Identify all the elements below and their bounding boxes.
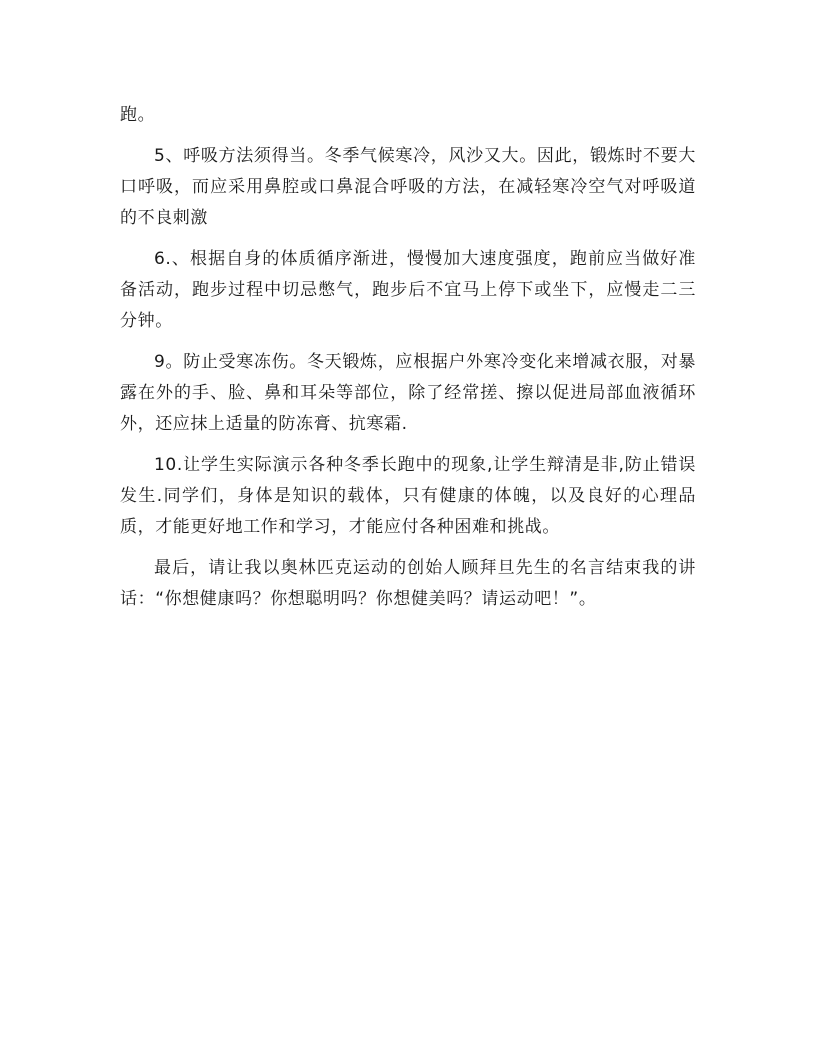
paragraph-item-9-frostbite: 9。防止受寒冻伤。冬天锻炼，应根据户外寒冷变化来增减衣服，对暴露在外的手、脸、鼻和耳朵等部位，除了经常搓、擦以促进局部血液循环外，还应抹上适量的防冻膏、抗寒霜. [120, 352, 696, 434]
paragraph-item-6-gradual: 6.、根据自身的体质循序渐进，慢慢加大速度强度，跑前应当做好准备活动，跑步过程中切忌憋气，跑步后不宜马上停下或坐下，应慢走二三分钟。 [120, 249, 696, 331]
paragraph-closing-quote: 最后，请让我以奥林匹克运动的创始人顾拜旦先生的名言结束我的讲话：“你想健康吗？你想聪明吗？你想健美吗？请运动吧！”。 [120, 558, 696, 609]
paragraph-continuation: 跑。 [120, 105, 156, 125]
paragraph-item-10-demonstration: 10.让学生实际演示各种冬季长跑中的现象,让学生辩清是非,防止错误发生.同学们，身体是知识的载体，只有健康的体魄，以及良好的心理品质，才能更好地工作和学习，才能应付各种困难和挑战。 [120, 455, 696, 537]
document-body [120, 100, 696, 625]
paragraph-item-5-breathing: 5、呼吸方法须得当。冬季气候寒冷，风沙又大。因此，锻炼时不要大口呼吸，而应采用鼻腔或口鼻混合呼吸的方法，在减轻寒冷空气对呼吸道的不良刺激 [120, 146, 696, 228]
